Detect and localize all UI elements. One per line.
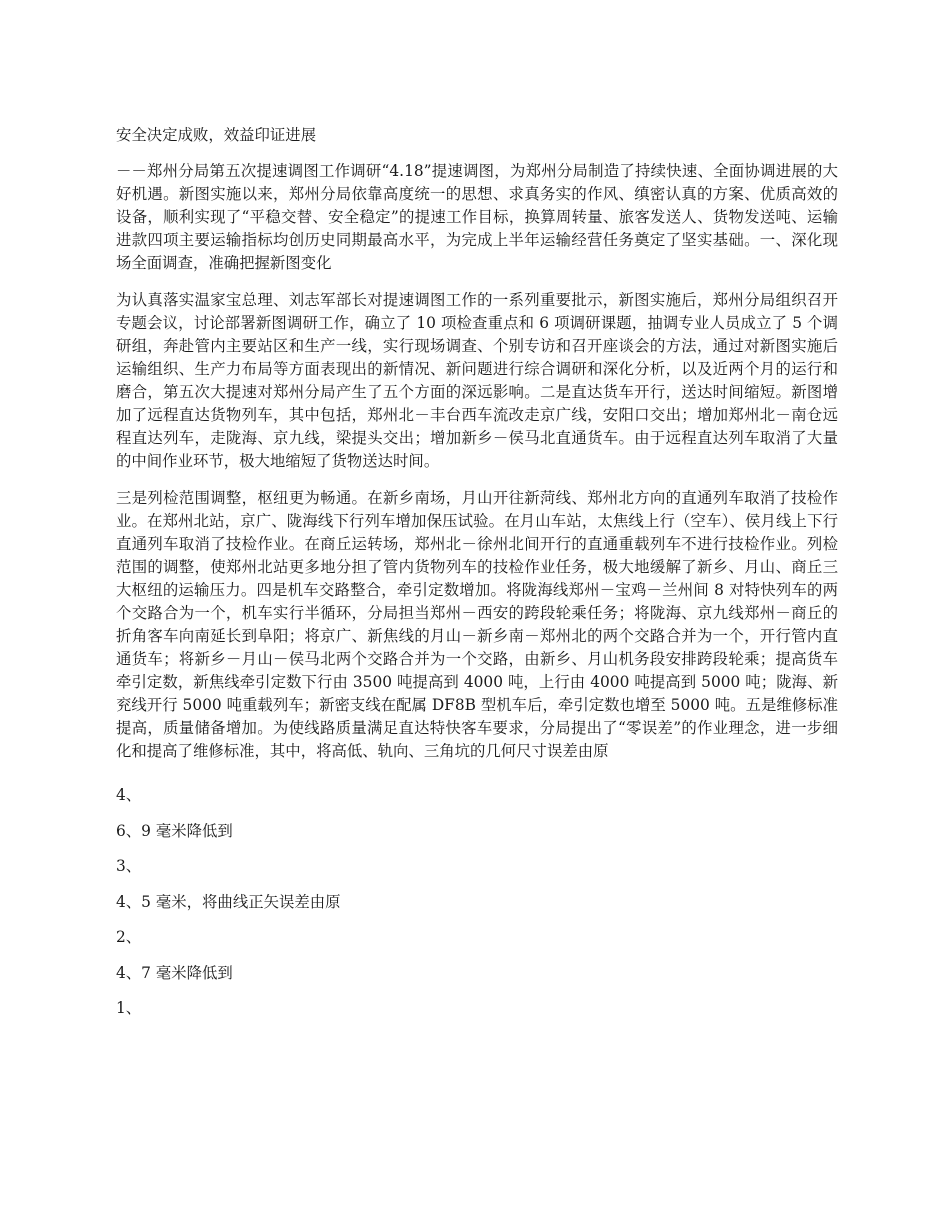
list-line: 6、9 毫米降低到 [116,821,233,840]
list-line: 1、 [116,999,142,1017]
list-line: 4、5 毫米，将曲线正矢误差由原 [116,892,341,911]
list-line: 4、7 毫米降低到 [116,963,233,982]
document-title: 安全决定成败，效益印证进展 [116,126,317,144]
paragraph: －－郑州分局第五次提速调图工作调研“4.18”提速调图，为郑州分局制造了持续快速、全面协调进展的大好机遇。新图实施以来，郑州分局依靠高度统一的思想、求真务实的作风、缜密认真的方案、优质高效的设备，顺利实现了“平稳交替、安全稳定”的提速工作目标，换算周转量、旅客发送人、货物发送吨、运输进款四项主要运输指标均创历史同期最高水平，为完成上半年运输经营任务奠定了坚实基础。一、深化现场全面调查，准确把握新图变化 [116,162,838,272]
paragraph: 三是列检范围调整，枢纽更为畅通。在新乡南场，月山开往新菏线、郑州北方向的直通列车取消了技检作业。在郑州北站，京广、陇海线下行列车增加保压试验。在月山车站，太焦线上行（空车）、侯月线上下行直通列车取消了技检作业。在商丘运转场，郑州北－徐州北间开行的直通重载列车不进行技检作业。列检范围的调整，使郑州北站更多地分担了管内货物列车的技检作业任务，极大地缓解了新乡、月山、商丘三大枢纽的运输压力。四是机车交路整合，牵引定数增加。将陇海线郑州－宝鸡－兰州间 8 对特快列车的两个交路合为一个，机车实行半循环，分局担当郑州－西安的跨段轮乘任务；将陇海、京九线郑州－商丘的折角客车向南延长到阜阳；将京广、新焦线的月山－新乡南－郑州北的两个交路合并为一个，开行管内直通货车；将新乡－月山－侯马北两个交路合并为一个交路，由新乡、月山机务段安排跨段轮乘；提高货车牵引定数，新焦线牵引定数下行由 3500 吨提高到 4000 吨，上行由 4000 吨提高到 5000 吨；陇海、新兖线开行 5000 吨重载列车；新密支线在配属 DF8B 型机车后，牵引定数也增至 5000 吨。五是维修标准提高，质量储备增加。为使线路质量满足直达特快客车要求，分局提出了“零误差”的作业理念，进一步细化和提高了维修标准，其中，将高低、轨向、三角坑的几何尺寸误差由原 [116,489,838,760]
list-line: 2、 [116,928,142,946]
document-page [116,124,838,1033]
paragraph: 为认真落实温家宝总理、刘志军部长对提速调图工作的一系列重要批示，新图实施后，郑州分局组织召开专题会议，讨论部署新图调研工作，确立了 10 项检查重点和 6 项调研课题，抽调专业人员成立了 5 个调研组，奔赴管内主要站区和生产一线，实行现场调查、个别专访和召开座谈会的方法，通过对新图实施后运输组织、生产力布局等方面表现出的新情况、新问题进行综合调研和深化分析，以及近两个月的运行和磨合，第五次大提速对郑州分局产生了五个方面的深远影响。二是直达货车开行，送达时间缩短。新图增加了远程直达货物列车，其中包括，郑州北－丰台西车流改走京广线，安阳口交出；增加郑州北－南仓远程直达列车，走陇海、京九线，梁提头交出；增加新乡－侯马北直通货车。由于远程直达列车取消了大量的中间作业环节，极大地缩短了货物送达时间。 [116,291,838,470]
list-line: 4、 [116,786,142,804]
list-line: 3、 [116,857,142,875]
